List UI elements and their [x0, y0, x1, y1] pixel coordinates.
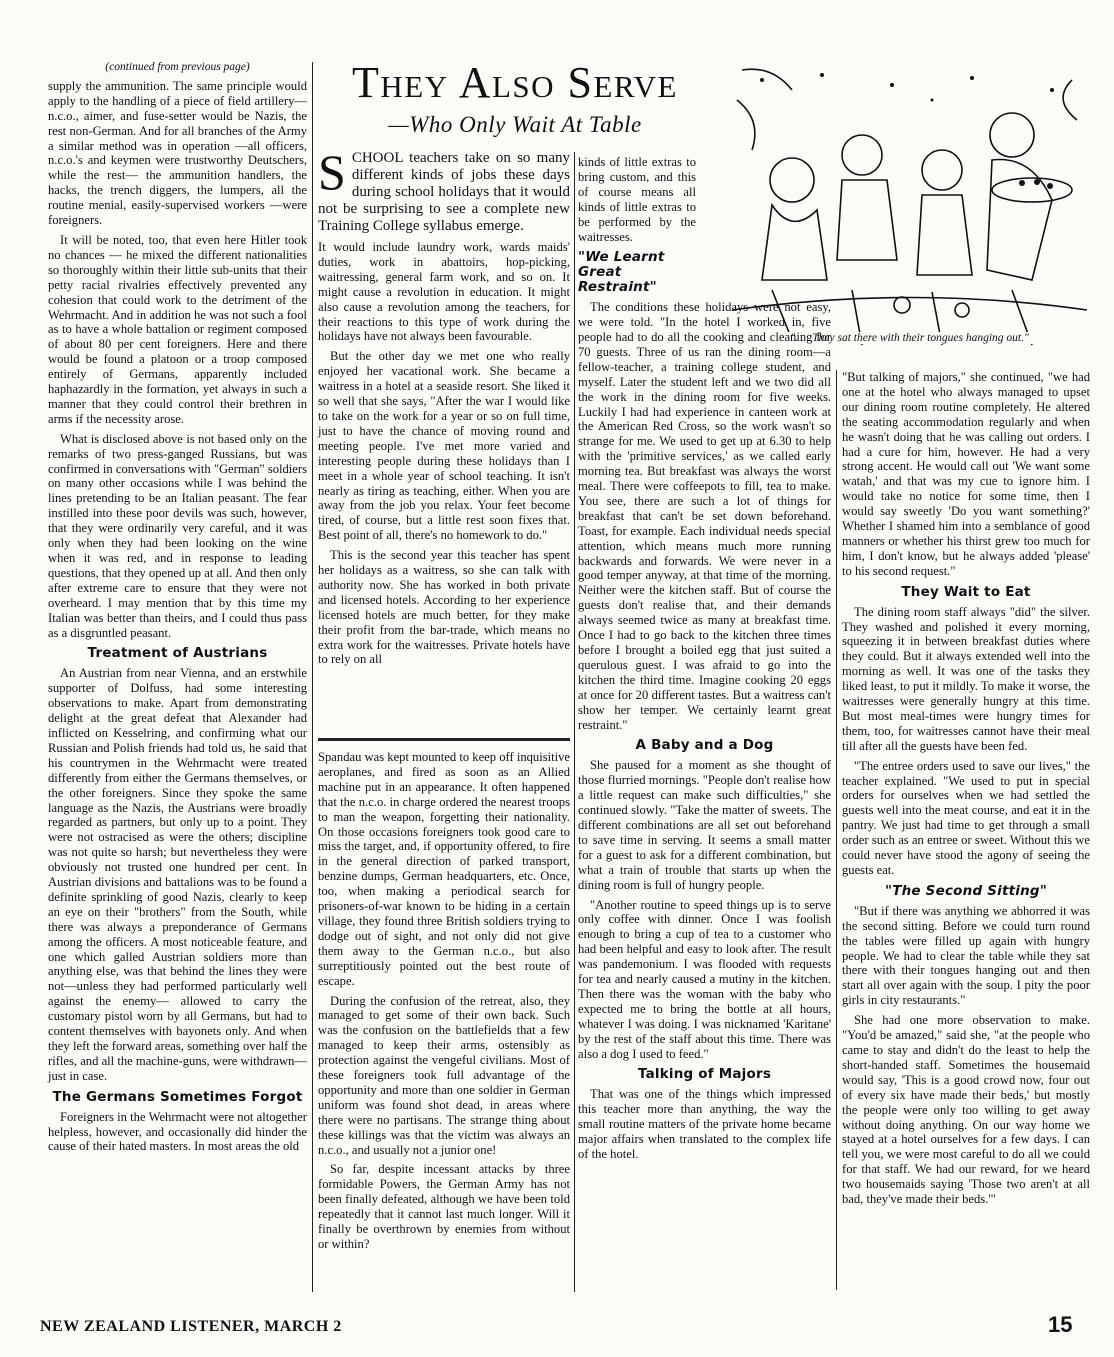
paragraph: "But talking of majors," she continued, "we had one at the hotel who always managed to upset our dining room routine completely. He altered the seating accommodation regularly and when he wasn't doing that he was calling out orders. I had a cure for him, however. He had a very strong accent. He would call out 'We want some watah,' and that was my cue to ignore him. I would take no notice for some time, then I would say sweetly 'Do you want something?' Whether I shamed him into a semblance of good manners or whether his thirst grew too much for him, I don't know, but he always added 'please' to his second request."	[842, 370, 1090, 578]
article-subtitle: —Who Only Wait At Table	[388, 112, 642, 137]
paragraph: "But if there was anything we abhorred it was the second sitting. Before we could turn round the tables were filled up again with hungry people. We had to clear the table while they sat there with their tongues hanging out and then start all over again with the soup. I pity the poor girls in city restaurants."	[842, 903, 1090, 1008]
paragraph: "The entree orders used to save our lives," the teacher explained. "We used to put in special orders for ourselves when we had settled the guests well into the meat course, and eat it in the pantry. We just had time to get through a small order such as an entree or sweet. Without this we could never have stood the agony of seeing the guests eat.	[842, 758, 1090, 877]
paragraph: The dining room staff always "did" the silver. They washed and polished it every morning, squeezing it in between breakfast duties where they could. But it always extended well into the morning as well. It was one of the tasks they liked least, to put it mildly. To make it worse, the waitresses were generally hungry at this time. But most meal-times were hungry times for them, too, for waitresses cannot have their meal till after all the guests have been fed.	[842, 604, 1090, 753]
paragraph: kinds of little extras to bring custom, and this of course means all kinds of little extras to be performed by the waitresses.	[578, 155, 696, 244]
column-1	[48, 60, 307, 1159]
paragraph: Spandau was kept mounted to keep off inquisitive aeroplanes, and fired as soon as an Allied machine put in an appearance. It often happened that the n.c.o. in charge ordered the nearest troops to man the weapon, forgetting their nationality. On those occasions foreigners took good care to miss the target, and, if opportunity offered, to fire in the general direction of parked transport, benzine dumps, German headquarters, etc. Once, too, when making a periodical search for prisoners-of-war known to be hiding in a certain village, they found three British soldiers trying to dodge out of sight, and not only did not give them away to the German n.c.o., but also surreptitiously pointed out the best route of escape.	[318, 750, 570, 988]
page-number: 15	[1048, 1312, 1073, 1337]
column-4	[842, 370, 1090, 1212]
column-divider	[836, 370, 837, 1290]
paragraph: She had one more observation to make. "You'd be amazed," said she, "at the people who came to stay and didn't do the least to help the short-handed staff. Sometimes the housemaid would say, 'This is a good crowd now, four out of every six have made their beds,' but mostly the people were only too willing to get away without doing anything. On our way home we stayed at a hotel ourselves for a few days. I can tell you, we were most careful to do all we could for that staff. We had our reward, for we heard two housemaids saying 'Those two aren't at all bad, they've made their beds.'"	[842, 1013, 1090, 1207]
cartoon-caption: ". . . They sat there with their tongues hanging out."	[732, 332, 1087, 344]
subheading: Talking of Majors	[637, 1066, 772, 1083]
paragraph: It will be noted, too, that even here Hitler took no chances — he mixed the different nationalities so thoroughly within their little sub-units that their petty racial rivalries effectively prevented any cohesion that could work to the detriment of the Wehrmacht. And in addition he was not such a fool as to have a whole battalion or regiment composed of about 80 per cent foreigners. Here and there would be found a platoon or a troop composed entirely of Germans, apparently included haphazardly in the formation, yet always in such a manner that they could control their brethren in arms if the necessity arose.	[48, 232, 307, 426]
drop-cap: S	[318, 144, 346, 200]
section-divider	[318, 738, 570, 741]
paragraph: "Another routine to speed things up is to serve only coffee with dinner. Once I was foolish enough to bring a cup of tea to a customer who had been helpful and easy to look after. The result was pandemonium. I was flooded with requests for tea and nearly caused a mutiny in the kitchen. Then there was the woman with the baby who expected me to bring the bottle at all hours, whatever I was doing. I was nicknamed 'Karitane' by the rest of the staff about this time. There was also a dog I used to feed."	[578, 897, 831, 1061]
paragraph: So far, despite incessant attacks by three formidable Powers, the German Army has not been finally defeated, although we have been told repeatedly that it cannot last much longer. Will it finally be overthrown by enemies from without or within?	[318, 1162, 570, 1251]
column-divider	[312, 62, 313, 1292]
subheading: "We Learnt Great Restraint"	[578, 249, 665, 296]
column-3	[578, 155, 831, 1167]
column-2	[318, 144, 570, 672]
subheading: Treatment of Austrians	[87, 645, 268, 662]
paragraph: This is the second year this teacher has spent her holidays as a waitress, so she can talk with authority now. She has worked in both private and licensed hotels. According to her experience licensed hotels are much better, for they make their profit from the bar-trade, which means no extra work for the waitresses. Private hotels have to rely on all	[318, 548, 570, 667]
paragraph: What is disclosed above is not based only on the remarks of two press-ganged Russians, but was confirmed in conversations with "German" soldiers on many other occasions while I was behind the lines pretending to be an Italian peasant. The fear instilled into these poor devils was such, however, that they were ordinarily very careful, and it was only when they had been looking on the wine when it was red, and in response to leading questions, that they opened up at all. And then only after extreme care to ensure that they were not overheard. I may mention that by this time my Italian was better than theirs, and I could thus pass as a disgruntled peasant.	[48, 431, 307, 640]
paragraph: An Austrian from near Vienna, and an erstwhile supporter of Dolfuss, had some interesting observations to make. Apart from demonstrating delight at the great defeat that Alexander had inflicted on Kesselring, and confirming what our Russian and Polish friends had told us, he said that his countrymen in the Wehrmacht were treated differently from either the Germans themselves, or the other foreigners. Since they spoke the same language as the Nazis, the Austrians were broadly regarded as partners, but only up to a point. They were not ostracised as were the others; discipline was not quite so harsh; but nevertheless they were obviously not trusted one hundred per cent. In Austrian divisions and battalions was to be found a definite sprinkling of good Nazis, clearly to keep an eye on their "brothers" from the South, while there was always a preponderance of Germans among the officers. A most noticeable feature, and one which galled Austrian soldiers more than anything else, was that behind the lines they were not—unless they had performed particularly well against the enemy— allowed to carry the customary pistol worn by all Germans, but had to content themselves with bayonets only. And when they left the forward areas, something over half the rifles, and all the machine-guns, were withdrawn—just in case.	[48, 666, 307, 1083]
masthead-footer: NEW ZEALAND LISTENER, MARCH 2	[40, 1318, 342, 1335]
continued-note: (continued from previous page)	[105, 61, 250, 73]
paragraph: But the other day we met one who really enjoyed her vacational work. She became a waitress in a hotel at a seaside resort. She liked it so well that she says, "After the war I would like to take on the work for a year or so on full time, just to have the chance of moving round and meeting people. I've met more varied and interesting people during these holidays than I meet in a whole year of school teaching. It isn't nearly as tiring as teaching, either. When you are away from the job you relax. Your feet become tired, of course, but a little rest soon fixes that. Best point of all, there's no homework to do."	[318, 349, 570, 543]
paragraph: She paused for a moment as she thought of those flurried mornings. "People don't realise how a little request can make such difficulties," she continued slowly. "Take the matter of sweets. The different combinations are all set out beforehand to save time in serving. It seems a small matter for a guest to ask for a different combination, but what a train of trouble that starts up when the dining room is full of hungry people.	[578, 758, 831, 892]
subheading: "The Second Sitting"	[884, 882, 1048, 899]
subheading: A Baby and a Dog	[635, 737, 774, 754]
subheading: The Germans Sometimes Forgot	[52, 1088, 303, 1105]
paragraph: That was one of the things which impressed this teacher more than anything, the way the small routine matters of the private home became major affairs when translated to the complex life of the hotel.	[578, 1087, 831, 1161]
column-divider	[574, 152, 575, 1292]
lead-text: CHOOL teachers take on so many different kinds of jobs these days during school holidays that it would not be surprising to see a complete new Training College syllabus emerge.	[318, 150, 570, 234]
subheading: They Wait to Eat	[901, 583, 1031, 600]
column-2-lower	[318, 750, 570, 1257]
paragraph: supply the ammunition. The same principle would apply to the handling of a piece of field artillery—n.c.o., aimer, and fuse-setter would be Nazis, the rest non-German. And for all branches of the Army a similar method was in operation —all officers, n.c.o.'s and keymen were trustworthy Deutschers, while the rest— the ammunition handlers, the hacks, the trench diggers, the lumpers, all the routine menial, easily-supervised workers —were foreigners.	[48, 78, 307, 228]
lead-paragraph	[318, 144, 570, 235]
paragraph: It would include laundry work, wards maids' duties, work in abattoirs, hop-picking, waitressing, general farm work, and so on. It might cause a revolution in education. It might also cause a revolution among the teachers, for their reactions to this type of work during the holidays have not always been favourable.	[318, 240, 570, 344]
paragraph: Foreigners in the Wehrmacht were not altogether helpless, however, and occasionally did hinder the cause of their hated masters. In most areas the old	[48, 1109, 307, 1154]
paragraph: During the confusion of the retreat, also, they managed to get some of their own back. Such was the confusion on the battlefields that a few managed to keep their arms, ostensibly as protection against the vengeful civilians. Most of these foreigners took full advantage of the opportunity and more than one soldier in German uniform was found shot dead, in areas where there were no partisans. The strange thing about these killings was that the victim was always an n.c.o., and usually not a junior one!	[318, 993, 570, 1157]
article-title: They Also Serve	[352, 58, 678, 107]
paragraph: The conditions these holidays were not easy, we were told. "In the hotel I worked in, five people had to do all the cooking and cleaning for 70 guests. Three of us ran the dining room—a fellow-teacher, a training college student, and myself. Later the student left and we two did all the work in the dining room for five weeks. Luckily I had had experience in canteen work at the American Red Cross, so the work wasn't so strange for me. We used to get up at 6.30 to help with the 'primitive services,' as we called early morning tea. But breakfast was always the worst meal. There were coffeepots to fill, tea to make. You see, there are such a lot of things for breakfast that can't be set down beforehand. Toast, for example. Each individual needs special attention, which means much more running backwards and forwards. We were never in a good temper anyway, at that time of the morning. Neither were the kitchen staff. But of course the guests don't realise that, and their demands always seemed twice as many at breakfast time. Once I had to go back to the kitchen three times before I brought a boiled egg that just suited a querulous guest. I was afraid to go into the kitchen the third time. Imagine cooking 20 eggs at once for 20 different tastes. But a waitress can't show her temper. We certainly learnt great restraint."	[578, 300, 831, 732]
